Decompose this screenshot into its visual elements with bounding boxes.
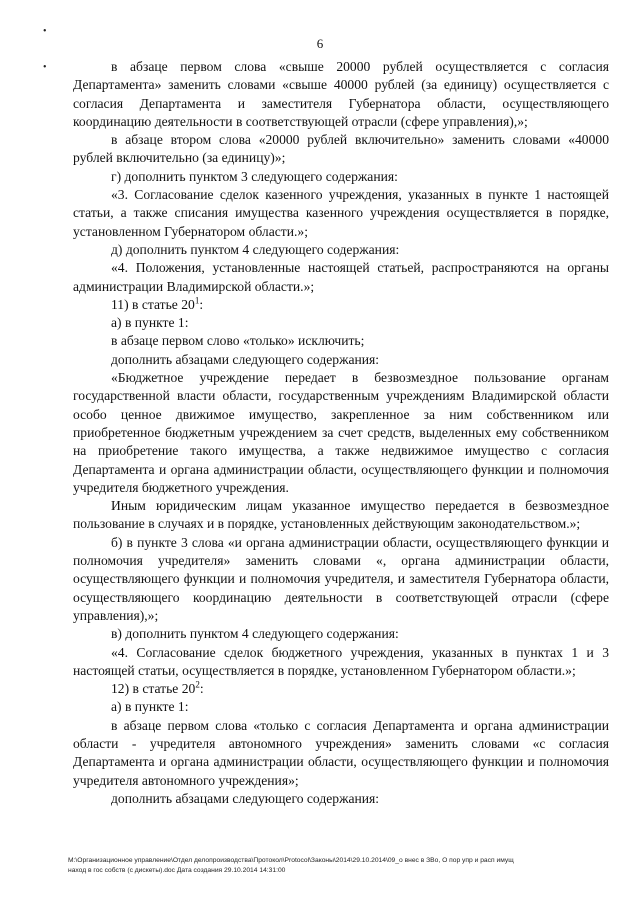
colon: : — [199, 681, 204, 697]
paragraph: в абзаце первом слово «только» исключить; — [111, 333, 365, 349]
paragraph: в абзаце втором слова «20000 рублей включительно» заменить словами «40000 рублей включительно (за единицу)»; — [73, 132, 609, 166]
paragraph: в абзаце первом слова «только с согласия Департамента и органа администрации области - учредителя автономного учреждения» заменить словами «с согласия Департамента и органа администрации области, осуществляющего функции и полномочия учредителя автономного учреждения»; — [73, 717, 609, 788]
paragraph: дополнить абзацами следующего содержания: — [111, 351, 380, 367]
paragraph: «4. Согласование сделок бюджетного учреждения, указанных в пунктах 1 и 3 настоящей статьи, осуществляется в порядке, установленном Губернатором области.»; — [73, 644, 609, 678]
colon: : — [199, 296, 204, 312]
paragraph: а) в пункте 1: — [111, 315, 189, 331]
paragraph-article-20-1 — [73, 296, 609, 314]
paragraph: «Бюджетное учреждение передает в безвозмездное пользование органам государственной власти области, государственным учреждениям Владимирской области особо ценное движимое имущество, закрепленное за ним собственником или приобретенное бюджетным учреждением за счет средств, выделенных ему собственником на приобретение такого имущества, а также недвижимое имущество с согласия Департамента и органа администрации области, осуществляющего функции и полномочия учредителя бюджетного учреждения. — [73, 370, 609, 495]
superscript: 2 — [195, 679, 200, 690]
superscript: 1 — [194, 295, 200, 306]
paragraph: дополнить абзацами следующего содержания: — [111, 790, 380, 806]
file-path-footer — [68, 856, 608, 876]
page-number: 6 — [316, 36, 324, 51]
document-body — [73, 58, 609, 808]
paragraph-text: 11) в статье 20 — [111, 296, 195, 312]
margin-bullet: • — [43, 26, 47, 37]
paragraph: в) дополнить пунктом 4 следующего содержания: — [111, 626, 399, 642]
paragraph: «4. Положения, установленные настоящей статьей, распространяются на органы администрации Владимирской области.»; — [73, 260, 609, 294]
paragraph: «3. Согласование сделок казенного учреждения, указанных в пункте 1 настоящей статьи, а также списания имущества казенного учреждения осуществляется в порядке, установленном Губернатором области.»; — [73, 187, 609, 239]
paragraph: в абзаце первом слова «свыше 20000 рублей осуществляется с согласия Департамента» заменить словами «свыше 40000 рублей (за единицу) осуществляется с согласия Департамента и заместителя Губернатора области, осуществляющего координацию деятельности в соответствующей отрасли (сфере управления),»; — [73, 59, 609, 129]
paragraph-text: 12) в статье 20 — [111, 681, 196, 697]
paragraph: а) в пункте 1: — [111, 699, 189, 715]
paragraph-article-20-2 — [73, 680, 609, 698]
paragraph: б) в пункте 3 слова «и органа администрации области, осуществляющего функции и полномочия учредителя» заменить словами «, органа администрации области, осуществляющего функции и полномочия учредителя, и заместителя Губернатора области, осуществляющего координацию деятельности в соответствующей отрасли (сфере управления),»; — [73, 534, 609, 623]
paragraph: Иным юридическим лицам указанное имущество передается в безвозмездное пользование в случаях и в порядке, установленных действующим законодательством.»; — [73, 498, 609, 532]
paragraph: г) дополнить пунктом 3 следующего содержания: — [111, 168, 398, 184]
footer-line: M:\Организационное управление\Отдел делопроизводства\Протокол\Protocol\Законы\2014\29.10.2014\09_о внес в ЗВо, О пор упр и расп имущ — [68, 857, 514, 864]
footer-line: наход в гос собств (с дискеты).doc Дата создания 29.10.2014 14:31:00 — [68, 867, 286, 874]
paragraph: д) дополнить пунктом 4 следующего содержания: — [111, 241, 400, 257]
margin-bullet: • — [43, 62, 47, 73]
